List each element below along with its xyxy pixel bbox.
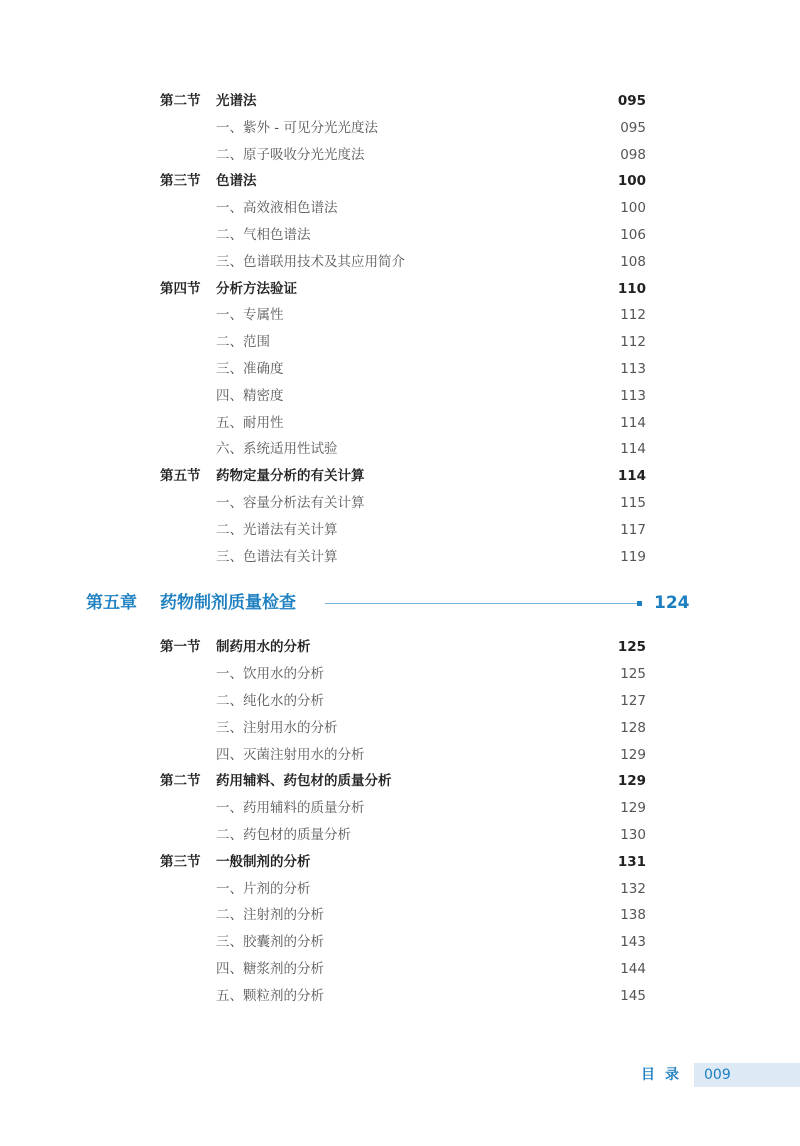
section-label: 第一节: [160, 639, 201, 656]
section-title: 药物定量分析的有关计算: [216, 468, 365, 485]
toc-item: [0, 303, 800, 327]
item-page: 138: [620, 907, 646, 924]
item-page: 144: [620, 961, 646, 977]
section-title: 色谱法: [216, 173, 257, 190]
item-page: 127: [620, 693, 646, 709]
toc-item: [0, 491, 800, 515]
chapter-rule-marker: [637, 601, 642, 606]
item-page: 100: [620, 200, 646, 217]
item-page: 119: [620, 548, 646, 565]
toc-item: [0, 689, 800, 713]
toc-item: [0, 143, 800, 167]
item-title: 三、色谱联用技术及其应用简介: [216, 253, 405, 270]
item-title: 二、纯化水的分析: [216, 693, 324, 709]
item-page: 108: [620, 253, 646, 270]
item-page: 128: [620, 719, 646, 736]
item-title: 二、光谱法有关计算: [216, 521, 338, 538]
item-title: 一、高效液相色谱法: [216, 200, 338, 217]
footer-label: 目录: [641, 1067, 689, 1083]
section-page: 095: [617, 93, 646, 109]
toc-item: [0, 877, 800, 901]
section-label: 第三节: [160, 853, 201, 870]
item-title: 四、精密度: [216, 387, 284, 404]
section-title: 光谱法: [216, 93, 257, 109]
section-page: 110: [617, 280, 646, 297]
section-page: 100: [617, 173, 646, 190]
toc-item: [0, 250, 800, 274]
toc-item: [0, 957, 800, 981]
section-page: 125: [617, 639, 646, 656]
chapter-heading: [0, 588, 800, 618]
item-title: 一、紫外 - 可见分光光度法: [216, 119, 378, 136]
item-title: 五、颗粒剂的分析: [216, 987, 324, 1004]
section-title: 制药用水的分析: [216, 639, 311, 656]
item-title: 三、准确度: [216, 361, 284, 377]
item-page: 112: [620, 307, 646, 324]
item-page: 143: [620, 934, 646, 951]
toc-item: [0, 223, 800, 247]
item-title: 一、专属性: [216, 307, 284, 324]
item-page: 114: [620, 414, 646, 431]
item-title: 二、原子吸收分光光度法: [216, 146, 365, 163]
section-page: 114: [617, 468, 646, 485]
item-page: 132: [620, 880, 646, 897]
item-page: 113: [620, 361, 646, 377]
item-page: 098: [620, 146, 646, 163]
item-title: 二、药包材的质量分析: [216, 827, 351, 843]
toc-item: [0, 716, 800, 740]
item-title: 二、注射剂的分析: [216, 907, 324, 924]
item-title: 一、片剂的分析: [216, 880, 311, 897]
section-label: 第三节: [160, 173, 201, 190]
item-page: 115: [620, 495, 646, 511]
toc-section: [0, 89, 800, 113]
toc-item: [0, 903, 800, 927]
item-title: 二、气相色谱法: [216, 227, 311, 243]
item-title: 三、注射用水的分析: [216, 719, 338, 736]
toc-section: [0, 277, 800, 301]
item-title: 四、灭菌注射用水的分析: [216, 746, 365, 763]
item-page: 113: [620, 387, 646, 404]
toc-item: [0, 196, 800, 220]
toc-item: [0, 384, 800, 408]
item-title: 二、范围: [216, 334, 270, 351]
toc-section: [0, 169, 800, 193]
toc-item: [0, 743, 800, 767]
toc-item: [0, 796, 800, 820]
toc-section: [0, 635, 800, 659]
chapter-rule: [325, 603, 638, 604]
item-page: 095: [620, 119, 646, 136]
item-title: 一、饮用水的分析: [216, 666, 324, 683]
toc-item: [0, 545, 800, 569]
item-page: 130: [620, 827, 646, 843]
page-number: 009: [704, 1067, 731, 1083]
toc-item: [0, 411, 800, 435]
section-label: 第四节: [160, 280, 201, 297]
toc-item: [0, 518, 800, 542]
item-page: 125: [620, 666, 646, 683]
toc-section: [0, 850, 800, 874]
toc-item: [0, 662, 800, 686]
item-title: 四、糖浆剂的分析: [216, 961, 324, 977]
item-title: 三、色谱法有关计算: [216, 548, 338, 565]
section-page: 129: [617, 773, 646, 790]
section-label: 第五节: [160, 468, 201, 485]
item-page: 106: [620, 227, 646, 243]
section-label: 第二节: [160, 773, 201, 790]
toc-item: [0, 357, 800, 381]
chapter-label: 第五章: [86, 593, 137, 614]
section-page: 131: [617, 853, 646, 870]
item-page: 129: [620, 746, 646, 763]
item-page: 145: [620, 987, 646, 1004]
toc-item: [0, 437, 800, 461]
toc-section: [0, 464, 800, 488]
chapter-page: 124: [654, 593, 690, 614]
section-title: 一般制剂的分析: [216, 853, 311, 870]
toc-section: [0, 769, 800, 793]
item-page: 114: [620, 441, 646, 458]
section-title: 分析方法验证: [216, 280, 297, 297]
toc-item: [0, 823, 800, 847]
item-page: 117: [620, 521, 646, 538]
toc-item: [0, 116, 800, 140]
item-page: 129: [620, 800, 646, 817]
item-title: 一、药用辅料的质量分析: [216, 800, 365, 817]
toc-item: [0, 930, 800, 954]
item-title: 三、胶囊剂的分析: [216, 934, 324, 951]
item-title: 一、容量分析法有关计算: [216, 495, 365, 511]
section-label: 第二节: [160, 93, 201, 109]
chapter-title: 药物制剂质量检查: [160, 593, 296, 614]
item-title: 六、系统适用性试验: [216, 441, 338, 458]
item-page: 112: [620, 334, 646, 351]
toc-item: [0, 984, 800, 1008]
toc-item: [0, 330, 800, 354]
item-title: 五、耐用性: [216, 414, 284, 431]
section-title: 药用辅料、药包材的质量分析: [216, 773, 392, 790]
